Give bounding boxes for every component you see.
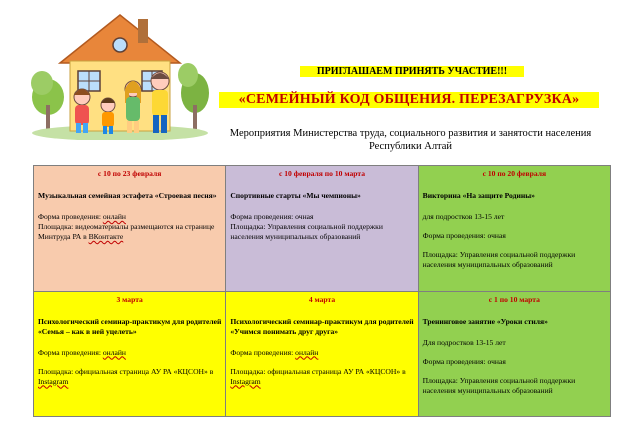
page-title: «СЕМЕЙНЫЙ КОД ОБЩЕНИЯ. ПЕРЕЗАГРУЗКА» <box>219 92 599 108</box>
event-date: с 1 по 10 марта <box>488 294 540 304</box>
venue-label: Площадка: официальная страница АУ РА «КЦСОН» в <box>38 366 214 376</box>
event-date: 4 марта <box>308 294 336 304</box>
event-title: Викторина «На защите Родины» <box>422 191 535 200</box>
event-title: Психологический семинар-практикум для родителей «Семья – как в ней уцелеть» <box>38 316 222 336</box>
venue-link[interactable]: Instagram <box>230 376 261 386</box>
invite-heading: ПРИГЛАШАЕМ ПРИНЯТЬ УЧАСТИЕ!!! <box>300 66 524 77</box>
page-subtitle <box>213 127 608 153</box>
event-title: Тренинговое занятие «Уроки стиля» <box>422 316 548 326</box>
format-label: Форма проведения: <box>38 212 103 221</box>
event-format <box>38 348 221 358</box>
subtitle-line-1: Мероприятия Министерства труда, социального развития и занятости населения <box>229 128 592 139</box>
venue-link[interactable]: Instagram <box>38 376 69 386</box>
event-title: Спортивные старты «Мы чемпионы» <box>230 191 361 200</box>
event-venue <box>38 222 221 242</box>
event-venue <box>230 367 413 387</box>
event-venue: Площадка: Управления социальной поддержки населения муниципальных образований <box>422 250 576 269</box>
venue-link[interactable]: ВКонтакте <box>88 232 124 241</box>
format-label: Форма проведения: <box>38 347 103 357</box>
venue-label: Площадка: официальная страница АУ РА «КЦСОН» в <box>230 366 406 376</box>
event-title: Психологический семинар-практикум для родителей «Учимся понимать друг друга» <box>230 316 414 336</box>
event-date: с 10 по 23 февраля <box>97 169 162 178</box>
event-venue: Площадка: Управления социальной поддержки населения муниципальных образований <box>422 375 576 395</box>
event-format: Форма проведения: очная <box>422 356 506 366</box>
event-format: Форма проведения: очная <box>230 212 314 221</box>
format-label: Форма проведения: <box>230 347 296 357</box>
event-format <box>230 348 413 358</box>
event-audience: для подростков 13-15 лет <box>422 212 505 221</box>
event-date: 3 марта <box>116 294 143 304</box>
format-value: онлайн <box>102 212 126 221</box>
event-cell <box>418 166 610 292</box>
family-house-illustration <box>30 5 210 140</box>
event-date: с 10 по 20 февраля <box>482 169 547 178</box>
event-format <box>38 212 221 222</box>
event-title: Музыкальная семейная эстафета «Строевая песня» <box>38 191 217 200</box>
venue-label: Площадка: видеоматериалы размещаются на странице Минтруда РА в <box>38 222 215 241</box>
event-cell <box>34 166 226 292</box>
event-cell <box>34 291 226 417</box>
format-value: онлайн <box>295 347 319 357</box>
table-row <box>34 166 611 292</box>
subtitle-line-2: Республики Алтай <box>368 141 453 152</box>
table-row <box>34 291 611 417</box>
event-cell <box>226 291 418 417</box>
event-cell <box>226 166 418 292</box>
event-format: Форма проведения: очная <box>422 231 506 240</box>
format-value: онлайн <box>102 347 126 357</box>
event-cell <box>418 291 610 417</box>
events-table <box>33 165 611 417</box>
event-venue <box>38 367 221 387</box>
event-audience: Для подростков 13-15 лет <box>422 337 506 347</box>
event-date: с 10 февраля по 10 марта <box>278 169 366 178</box>
event-venue: Площадка: Управления социальной поддержки населения муниципальных образований <box>230 222 383 241</box>
